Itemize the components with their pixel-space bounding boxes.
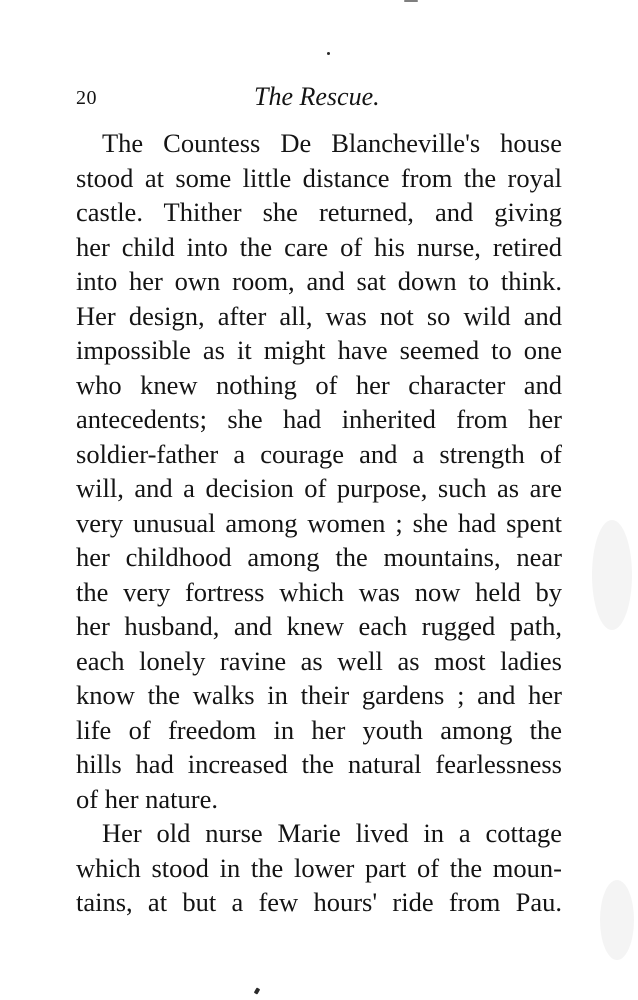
text-line: hills had increased the natural fearlessness <box>76 749 562 779</box>
text-line: Her design, after all, was not so wild and <box>76 300 562 331</box>
margin-smudge <box>592 520 632 630</box>
text-line: her child into the care of his nurse, retired <box>76 231 562 262</box>
running-title: The Rescue. <box>254 82 380 111</box>
paragraph <box>76 816 562 920</box>
text-line: life of freedom in her youth among the <box>76 714 562 745</box>
margin-smudge <box>600 880 634 960</box>
page-number: 20 <box>76 87 97 109</box>
text-line: impossible as it might have seemed to one <box>76 335 562 365</box>
text-line: the very fortress which was now held by <box>76 576 562 607</box>
ink-speck <box>327 52 330 55</box>
text-line: soldier-father a courage and a strength of <box>76 438 562 469</box>
text-line: her husband, and knew each rugged path, <box>76 611 562 641</box>
body-text <box>76 126 562 920</box>
text-line: tains, at but a few hours' ride from Pau. <box>76 887 562 917</box>
text-line: which stood in the lower part of the moun- <box>76 852 562 883</box>
text-line: will, and a decision of purpose, such as are <box>76 473 562 503</box>
text-line: know the walks in their gardens ; and her <box>76 680 562 710</box>
text-line: who knew nothing of her character and <box>76 369 562 400</box>
paragraph <box>76 126 562 816</box>
text-line: castle. Thither she returned, and giving <box>76 197 562 227</box>
text-line: each lonely ravine as well as most ladies <box>76 645 562 676</box>
text-line: into her own room, and sat down to think. <box>76 266 562 296</box>
ink-speck <box>404 0 418 2</box>
text-line: The Countess De Blancheville's house <box>102 128 562 158</box>
ink-speck <box>254 987 260 994</box>
text-line: her childhood among the mountains, near <box>76 542 562 572</box>
text-line: of her nature. <box>76 783 218 814</box>
text-line: antecedents; she had inherited from her <box>76 404 562 434</box>
text-line: very unusual among women ; she had spent <box>76 507 562 538</box>
running-header <box>76 80 562 116</box>
text-line: Her old nurse Marie lived in a cottage <box>102 818 562 848</box>
text-line: stood at some little distance from the royal <box>76 162 562 193</box>
